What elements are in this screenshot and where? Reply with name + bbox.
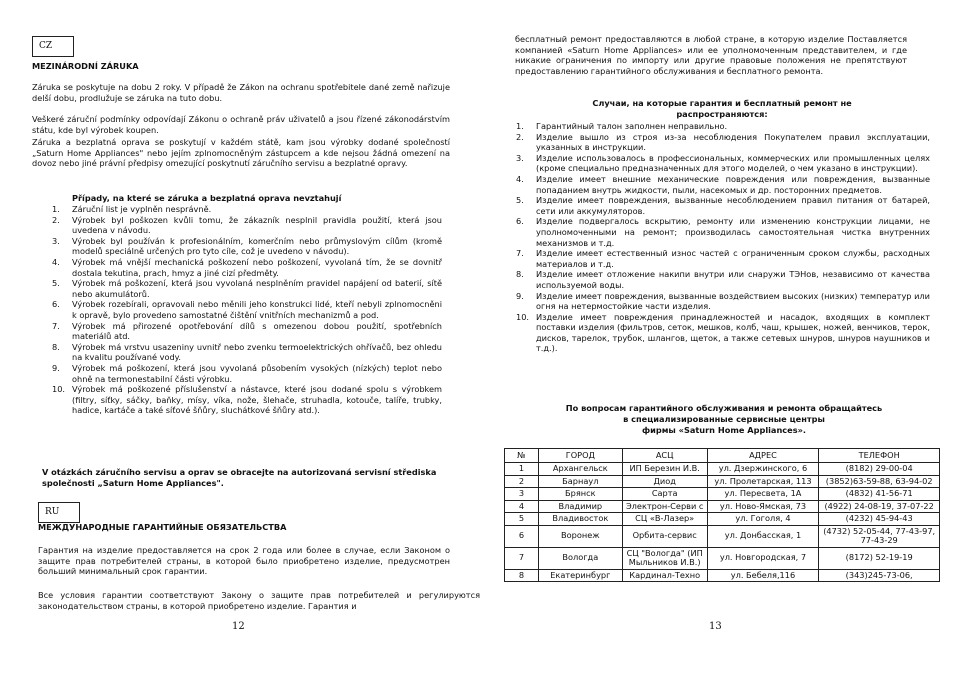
list-item xyxy=(514,121,930,132)
table-row xyxy=(505,513,940,526)
list-item-text: Výrobek byl poškozen kvůli tomu, že zákazník nesplnil pravidla použití, která jsou uvedena v návodu. xyxy=(72,214,442,236)
table-row xyxy=(505,525,940,547)
list-item xyxy=(50,257,442,278)
list-item-number: 8. xyxy=(52,341,60,352)
list-item-text: Výrobek rozebírali, opravovali nebo měnili jeho konstrukci lidé, kteří nebyli zplnomocněni k opravě, bylo provedeno samostatné čištění vnitřních mechanizmů a pod. xyxy=(72,299,442,320)
table-cell: ул. Донбасская, 1 xyxy=(707,525,819,547)
table-cell: Орбита-сервис xyxy=(622,525,707,547)
table-cell: (4732) 52-05-44, 77-43-97, 77-43-29 xyxy=(819,525,940,547)
list-item xyxy=(50,321,442,342)
table-cell: 8 xyxy=(505,569,539,582)
table-cell: (8172) 52-19-19 xyxy=(819,547,940,569)
list-item-number: 6. xyxy=(516,216,524,227)
table-header-cell: АСЦ xyxy=(622,449,707,463)
list-item xyxy=(50,342,442,363)
table-cell: 6 xyxy=(505,525,539,547)
list-item xyxy=(514,216,930,248)
cz-paragraph-1: Záruka se poskytuje na dobu 2 roky. V případě že Zákon na ochranu spotřebitele dané země nařizuje delší dobu, prodlužuje se záruka na tuto dobu. xyxy=(32,82,450,103)
table-cell: ул. Гоголя, 4 xyxy=(707,513,819,526)
table-header-row xyxy=(505,449,940,463)
list-item-text: Изделие имеет внешние механические повреждения или повреждения, вызванные попаданием внутрь жидкости, пыли, насекомых и др. посторонних предметов. xyxy=(536,173,930,195)
table-cell: СЦ «В-Лазер» xyxy=(622,513,707,526)
table-row xyxy=(505,488,940,501)
table-cell: Вологда xyxy=(538,547,622,569)
contact-line-1: По вопросам гарантийного обслуживания и ремонта обращайтесь xyxy=(565,403,883,413)
cz-cases-title: Případy, na které se záruka a bezplatná oprava nevztahují xyxy=(72,193,342,203)
list-item xyxy=(50,236,442,257)
table-body xyxy=(505,463,940,582)
table-cell: Диод xyxy=(622,475,707,488)
table-cell: Барнаул xyxy=(538,475,622,488)
table-row xyxy=(505,547,940,569)
ru-paragraph-1: Гарантия на изделие предоставляется на срок 2 года или более в случае, если Законом о защите прав потребителей страны, в которой было приобретено изделие, предусмотрен больший минимальный срок гарантии. xyxy=(38,545,450,577)
list-item-number: 5. xyxy=(52,278,60,289)
ru-language-box: RU xyxy=(38,502,80,523)
table-cell: Владимир xyxy=(538,500,622,513)
ru-cases-title: Случаи, на которые гарантия и бесплатный ремонт не распространяются: xyxy=(592,98,852,119)
table-cell: Екатеринбург xyxy=(538,569,622,582)
list-item-text: Изделие имеет повреждения, вызванные воздействием высоких (низких) температур или огня на нетермостойкие части изделия. xyxy=(536,290,930,312)
list-item-number: 3. xyxy=(52,235,60,246)
table-cell: 7 xyxy=(505,547,539,569)
table-cell: Сарта xyxy=(622,488,707,501)
table-cell: (4922) 24-08-19, 37-07-22 xyxy=(819,500,940,513)
list-item-number: 4. xyxy=(52,256,60,267)
list-item-text: Záruční list je vyplněn nesprávně. xyxy=(72,204,212,214)
table-cell: Кардинал-Техно xyxy=(622,569,707,582)
list-item xyxy=(514,248,930,269)
ru-paragraph-3: бесплатный ремонт предоставляются в любой стране, в которую изделие Поставляется компанией «Saturn Home Appliances» или ее уполномоченным представителем, и где никакие ограничения по импорту или другие правовые положения не препятствуют предоставлению гарантийного обслуживания и бесплатного ремонта. xyxy=(515,34,907,76)
list-item-text: Výrobek má vnější mechanická poškození nebo poškození, vyvolaná tím, že se dovnitř dostala tekutina, prach, hmyz a jiné cizí předměty. xyxy=(72,256,442,278)
table-cell: 5 xyxy=(505,513,539,526)
list-item-number: 4. xyxy=(516,173,524,184)
table-cell: 2 xyxy=(505,475,539,488)
list-item xyxy=(50,363,442,384)
table-header-cell: АДРЕС xyxy=(707,449,819,463)
list-item-text: Изделие имеет естественный износ частей с ограниченным сроком службы, расходных материалов и т.д. xyxy=(536,248,930,269)
list-item xyxy=(514,132,930,153)
contact-line-2: в специализированные сервисные центры xyxy=(623,414,825,424)
list-item xyxy=(50,299,442,320)
page-number-left: 12 xyxy=(232,621,245,632)
list-item-number: 5. xyxy=(516,195,524,206)
list-item xyxy=(514,174,930,195)
table-cell: Воронеж xyxy=(538,525,622,547)
table-cell: ул. Пересвета, 1А xyxy=(707,488,819,501)
list-item xyxy=(514,312,930,354)
table-cell: СЦ "Вологда" (ИП Мыльников И.В.) xyxy=(622,547,707,569)
table-cell: Архангельск xyxy=(538,463,622,476)
table-cell: (4232) 45-94-43 xyxy=(819,513,940,526)
table-cell: Брянск xyxy=(538,488,622,501)
table-row xyxy=(505,500,940,513)
table-cell: 3 xyxy=(505,488,539,501)
table-cell: Владивосток xyxy=(538,513,622,526)
list-item-text: Изделие имеет отложение накипи внутри или снаружи ТЭНов, независимо от качества используемой воды. xyxy=(536,269,930,290)
table-cell: Электрон-Серви с xyxy=(622,500,707,513)
cz-cases-list xyxy=(50,204,442,416)
list-item-text: Изделие имеет повреждения, вызванные несоблюдением правил питания от батарей, сети или аккумуляторов. xyxy=(536,195,930,216)
list-item-number: 10. xyxy=(52,384,66,395)
list-item-number: 8. xyxy=(516,269,524,280)
ru-title: МЕЖДУНАРОДНЫЕ ГАРАНТИЙНЫЕ ОБЯЗАТЕЛЬСТВА xyxy=(38,522,287,532)
table-cell: ул. Ново-Ямская, 73 xyxy=(707,500,819,513)
list-item-text: Изделие подвергалось вскрытию, ремонту или изменению конструкции лицами, не уполномоченными на ремонт; производилась самостоятельная чистка внутренних механизмов и т.д. xyxy=(536,216,930,248)
ru-cases-list xyxy=(514,121,930,354)
list-item-number: 7. xyxy=(52,320,60,331)
list-item-number: 7. xyxy=(516,248,524,259)
cz-paragraph-3: Záruka a bezplatná oprava se poskytují v každém státě, kam jsou výrobky dodané společností „Saturn Home Appliances" nebo jejím zplnomocněným zástupcem a kde nejsou žádná omezení na dovoz nebo jiné právní předpisy omezující poskytnutí záručního servisu a bezplatné opravy. xyxy=(32,137,450,169)
list-item xyxy=(514,269,930,290)
table-header-cell: ТЕЛЕФОН xyxy=(819,449,940,463)
table-cell: 4 xyxy=(505,500,539,513)
cz-paragraph-2: Veškeré záruční podmínky odpovídají Zákonu o ochraně práv uživatelů a jsou řízené zákonodárstvím státu, kde byl výrobek koupen. xyxy=(32,114,450,135)
table-cell: 1 xyxy=(505,463,539,476)
table-cell: ул. Пролетарская, 113 xyxy=(707,475,819,488)
table-cell: ул. Дзержинского, 6 xyxy=(707,463,819,476)
list-item-text: Výrobek má poškozené příslušenství a nástavce, které jsou dodané spolu s výrobkem (filtry, síťky, sáčky, baňky, mísy, víka, nože, šlehače, struhadla, kotouče, talíře, trubky, hadice, kartáče a také síťové šňůry, sluchátkové šňůry atd.). xyxy=(72,384,442,416)
list-item-number: 1. xyxy=(52,204,60,214)
table-cell: ул. Бебеля,116 xyxy=(707,569,819,582)
list-item-number: 2. xyxy=(516,131,524,142)
table-cell: ИП Березин И.В. xyxy=(622,463,707,476)
table-row xyxy=(505,569,940,582)
table-cell: ул. Новгородская, 7 xyxy=(707,547,819,569)
table-cell: (8182) 29-00-04 xyxy=(819,463,940,476)
list-item xyxy=(50,278,442,299)
list-item-text: Изделие использовалось в профессиональных, коммерческих или промышленных целях (кроме специально предназначенных для этого моделей, о чем указано в инструкции). xyxy=(536,152,930,174)
cz-title: MEZINÁRODNÍ ZÁRUKA xyxy=(32,61,139,71)
table-row xyxy=(505,475,940,488)
list-item-text: Výrobek byl používán k profesionálním, komerčním nebo průmyslovým cílům (kromě modelů speciálně určených pro tyto cíle, což je uvedeno v návodu). xyxy=(72,235,442,257)
service-centers-table xyxy=(504,448,940,582)
table-header-cell: ГОРОД xyxy=(538,449,622,463)
list-item-number: 1. xyxy=(516,121,524,131)
list-item xyxy=(50,204,442,215)
ru-paragraph-2: Все условия гарантии соответствуют Закону о защите прав потребителей и регулируются законодательством страны, в которой приобретено изделие. Гарантия и xyxy=(38,590,480,611)
list-item-text: Изделие вышло из строя из-за несоблюдения Покупателем правил эксплуатации, указанных в инструкции. xyxy=(536,131,930,153)
list-item-text: Výrobek má poškození, která jsou vyvolaná působením vysokých (nízkých) teplot nebo ohně na termonestabilní části výrobku. xyxy=(72,362,442,384)
page-number-right: 13 xyxy=(709,621,722,632)
list-item-number: 3. xyxy=(516,152,524,163)
table-cell: (343)245-73-06, xyxy=(819,569,940,582)
list-item-number: 9. xyxy=(516,290,524,301)
list-item-text: Изделие имеет повреждения принадлежностей и насадок, входящих в комплект поставки изделия (фильтров, сеток, мешков, колб, чаш, крышек, ножей, венчиков, терок, дисков, тарелок, трубок, шлангов, щеток, а также сетевых шнуров, шнуров наушников и т.д.). xyxy=(536,311,930,354)
list-item-number: 6. xyxy=(52,299,60,310)
list-item-text: Výrobek má přirozené opotřebování dílů s omezenou dobou použití, spotřebních materiálů atd. xyxy=(72,320,442,342)
table-header-cell: № xyxy=(505,449,539,463)
cz-language-box: CZ xyxy=(32,36,74,57)
list-item-number: 9. xyxy=(52,362,60,373)
list-item xyxy=(514,291,930,312)
list-item-number: 2. xyxy=(52,214,60,225)
list-item xyxy=(514,195,930,216)
table-row xyxy=(505,463,940,476)
list-item xyxy=(514,153,930,174)
list-item-text: Гарантийный талон заполнен неправильно. xyxy=(536,121,728,131)
list-item-text: Výrobek má vrstvu usazeniny uvnitř nebo zvenku termoelektrických ohřívačů, bez ohledu na kvalitu používané vody. xyxy=(72,341,442,363)
table-cell: (4832) 41-56-71 xyxy=(819,488,940,501)
list-item-text: Výrobek má poškození, která jsou vyvolaná nesplněním pravidel napájení od baterií, sítě nebo akumulátorů. xyxy=(72,278,442,299)
contact-line-3: фирмы «Saturn Home Appliances». xyxy=(642,425,806,435)
cz-service-note: V otázkách záručního servisu a oprav se obracejte na autorizovaná servisní střediska společnosti „Saturn Home Appliances". xyxy=(42,467,437,488)
list-item xyxy=(50,215,442,236)
list-item xyxy=(50,384,442,416)
table-cell: (3852)63-59-88, 63-94-02 xyxy=(819,475,940,488)
list-item-number: 10. xyxy=(516,311,530,322)
